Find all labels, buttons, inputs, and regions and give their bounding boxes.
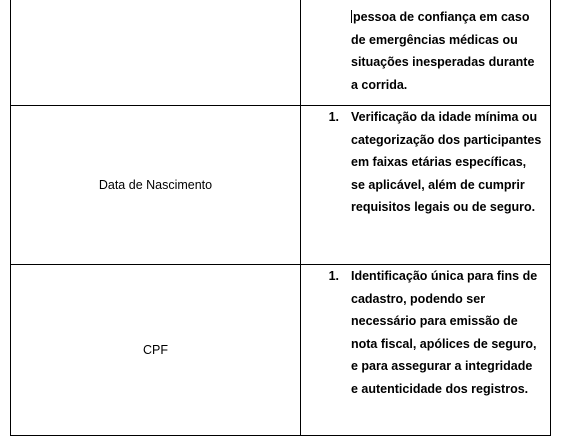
item-number [301, 6, 351, 96]
description-item [301, 265, 550, 401]
description-cell[interactable] [301, 106, 551, 265]
table-row [11, 265, 551, 436]
table-row [11, 0, 551, 106]
item-number: 1. [328, 110, 339, 124]
field-cell[interactable] [11, 106, 301, 265]
table-row [11, 106, 551, 265]
description-item [301, 6, 550, 96]
item-text: Verificação da idade mínima ou categorização dos participantes em faixas etárias específicas, se aplicável, além de cumprir requisitos legais ou de seguro. [351, 110, 542, 215]
description-cell[interactable] [301, 0, 551, 106]
field-cell[interactable] [11, 265, 301, 436]
description-cell[interactable] [301, 265, 551, 436]
field-name: CPF [143, 343, 168, 357]
description-item [301, 106, 550, 219]
field-cell[interactable] [11, 0, 301, 106]
document-table [10, 0, 551, 436]
field-name: Data de Nascimento [98, 178, 213, 192]
item-number: 1. [328, 269, 339, 283]
text-cursor [351, 10, 352, 23]
item-text: pessoa de confiança em caso de emergências médicas ou situações inesperadas durante a corrida. [351, 10, 535, 92]
item-text: Identificação única para fins de cadastro, podendo ser necessário para emissão de nota fiscal, apólices de seguro, e para assegurar a integridade e autenticidade dos registros. [351, 269, 538, 396]
